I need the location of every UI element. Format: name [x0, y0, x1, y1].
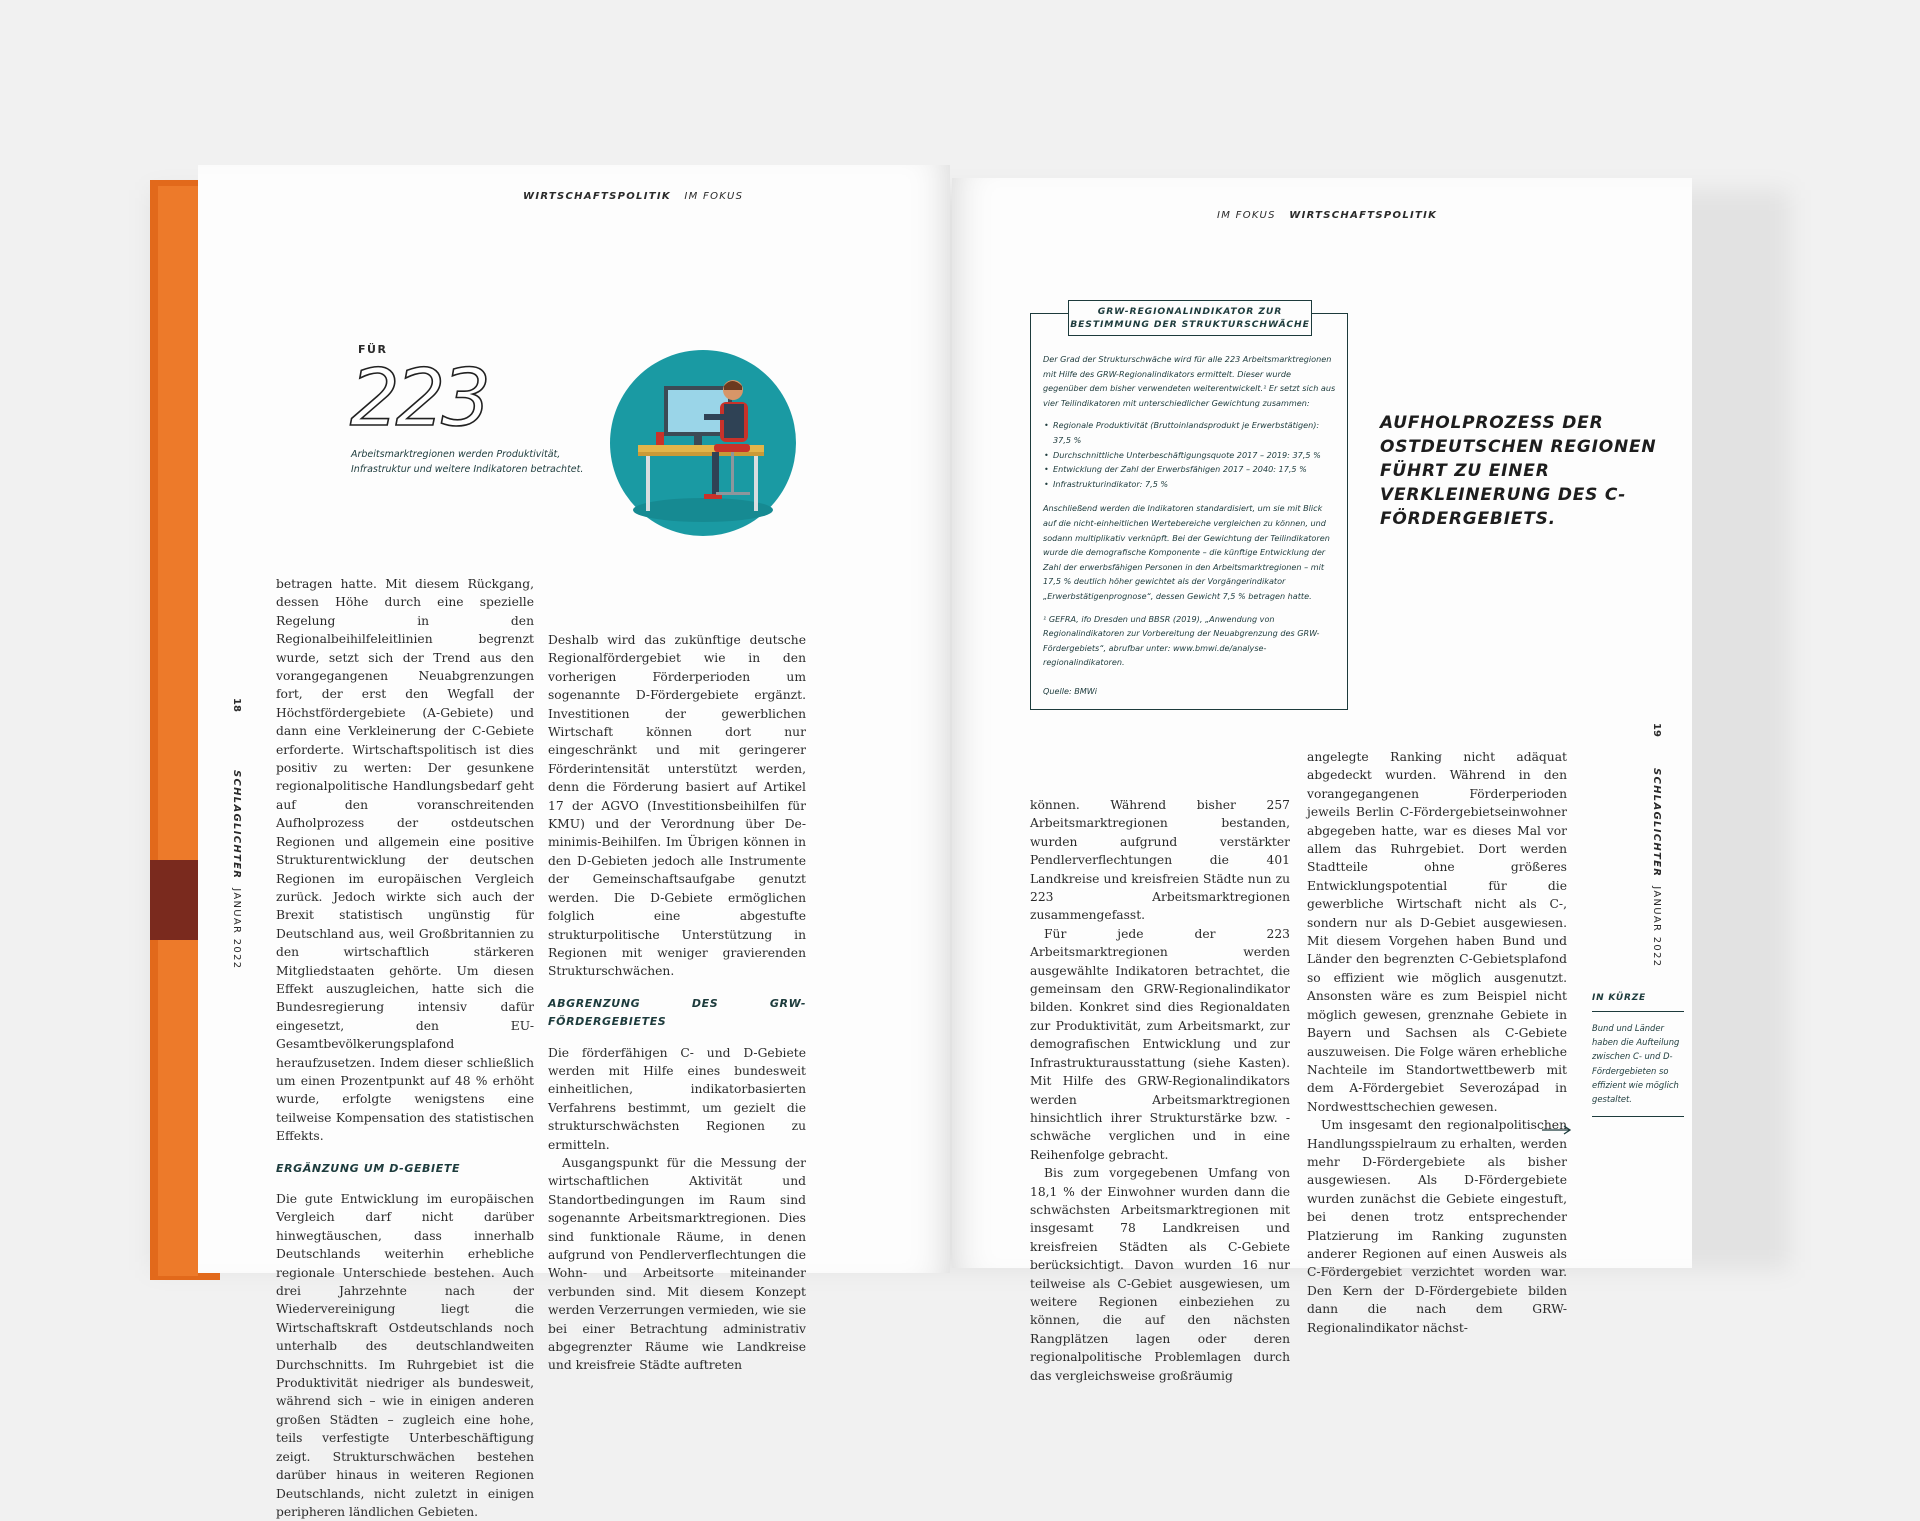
- section-heading: ABGRENZUNG DES GRW-FÖRDERGEBIETES: [548, 996, 806, 1029]
- magazine-issue: JANUAR 2022: [231, 888, 242, 970]
- body-paragraph: können. Während bisher 257 Arbeitsmarktregionen bestanden, wurden aufgrund verstärkter Pendlerverflechtungen die 401 Landkreise und kreisfreien Städte nun zu 223 Arbeitsmarktregionen zusammengefasst.: [1030, 798, 1290, 923]
- desk-worker-illustration: [608, 348, 798, 538]
- chair-post: [731, 452, 734, 492]
- indicator-item: • Infrastrukturindikator: 7,5 %: [1053, 477, 1337, 492]
- indicator-item: • Regionale Produktivität (Bruttoinlandsprodukt je Erwerbstätigen): 37,5 %: [1053, 418, 1337, 447]
- stat-caption-line-1: Arbeitsmarktregionen werden Produktivität,: [351, 449, 561, 460]
- chair-base: [716, 492, 750, 495]
- body-paragraph: Ausgangspunkt für die Messung der wirtschaftlichen Aktivität und Standortbedingungen im Raum sind sogenannte Arbeitsmarktregionen. Dies sind funktionale Räume, in denen aufgrund von Pendlerverflechtungen die Wohn- und Arbeitsorte miteinander verbunden sind. Mit diesem Konzept werden Verzerrungen vermieden, wie sie bei einer Betrachtung administrativ abgegrenzter Räume wie Landkreise und kreisfreie Städte auftreten: [548, 1155, 806, 1373]
- page-number: 18: [231, 698, 242, 712]
- desk-leg-right: [754, 456, 758, 511]
- person-leg: [712, 452, 719, 496]
- info-box-source: Quelle: BMWi: [1043, 685, 1098, 696]
- magazine-issue: JANUAR 2022: [1651, 886, 1662, 968]
- pull-quote: AUFHOLPROZESS DER OSTDEUTSCHEN REGIONEN FÜHRT ZU EINER VERKLEINERUNG DES C-FÖRDERGEBIETS.: [1380, 413, 1657, 529]
- body-paragraph: Deshalb wird das zukünftige deutsche Regionalfördergebiet wie in den vorherigen Förderperioden um sogenannte D-Fördergebiete ergänzt. Investitionen der gewerblichen Wirtschaft können dort nur eingeschränkt und mit geringerer Förderintensität unterstützt werden, denn die Förderung basiert auf Artikel 17 der AGVO (Investitionsbeihilfen für KMU) und der Verordnung über De-minimis-Beihilfen. Im Übrigen können in den D-Gebieten jedoch alle Instrumente der Gemeinschaftsaufgabe genutzt werden. Die D-Gebiete ermöglichen folglich eine abgestufte strukturpolitische Unterstützung in Regionen mit weniger gravierenden Strukturschwächen.: [548, 633, 806, 979]
- info-box: [1030, 306, 1348, 710]
- right-page-column-1: [1030, 796, 1290, 1385]
- info-box-title: [1068, 300, 1312, 336]
- body-paragraph: Die gute Entwicklung im europäischen Vergleich darf nicht darüber hinwegtäuschen, dass innerhalb Deutschlands weiterhin erhebliche regionale Unterschiede bestehen. Auch drei Jahrzehnte nach der Wiedervereinigung liegt die Wirtschaftskraft Ostdeutschlands noch unterhalb des deutschlandweiten Durchschnitts. Im Ruhrgebiet ist die Produktivität niedriger als bundesweit, während sich – wie in einigen anderen großen Städten – zugleich eine hohe, teils verfestigte Unterbeschäftigung zeigt. Strukturschwächen bestehen darüber hinaus in weiteren Regionen Deutschlands, nicht zuletzt in einigen peripheren ländlichen Gebieten.: [276, 1192, 534, 1519]
- magazine-cover-edge-inner: [158, 186, 198, 1276]
- left-page-column-2: [548, 631, 806, 1375]
- body-paragraph: Um insgesamt den regionalpolitischen Handlungsspielraum zu erhalten, werden mehr D-Fördergebiete als bisher ausgewiesen. Als D-Fördergebiete wurden zunächst die Gebiete eingestuft, bei denen trotz entsprechender Platzierung im Ranking zugunsten anderer Regionen auf einen Ausweis als C-Fördergebiet verzichtet worden war. Den Kern der D-Fördergebiete bilden dann die nach dem GRW-Regionalindikator nächst-: [1307, 1118, 1567, 1335]
- body-paragraph: Bis zum vorgegebenen Umfang von 18,1 % der Einwohner wurden dann die schwächsten Arbeitsmarktregionen mit insgesamt 78 Landkreisen und kreisfreien Städten als C-Gebiete berücksichtigt. Davon wurden 16 nur teilweise als C-Gebiet ausgewiesen, um weitere Regionen einbeziehen zu können, die auf den nächsten Rangplätzen lagen oder deren regionalpolitische Problemlagen durch das vergleichsweise großräumig: [1030, 1166, 1290, 1383]
- magazine-name-vertical: [1651, 768, 1662, 967]
- info-box-title-line-1: GRW-REGIONALINDIKATOR ZUR: [1097, 306, 1283, 317]
- right-page: [952, 178, 1692, 1383]
- running-head-category: IM FOKUS: [684, 191, 744, 202]
- stat-number: 223: [350, 354, 487, 444]
- indicator-item: • Entwicklung der Zahl der Erwerbsfähigen 2017 – 2040: 17,5 %: [1053, 462, 1337, 477]
- continue-arrow-icon: [1542, 1125, 1572, 1135]
- running-head: [523, 191, 743, 202]
- desk-edge: [638, 452, 764, 456]
- running-head: [1217, 210, 1437, 221]
- section-heading: ERGÄNZUNG UM D-GEBIETE: [276, 1161, 461, 1175]
- body-paragraph: Die förderfähigen C- und D-Gebiete werden mit Hilfe eines bundesweit einheitlichen, indikatorbasierten Verfahrens bestimmt, um gezielt die strukturschwächsten Regionen zu ermitteln.: [548, 1045, 806, 1152]
- illustration-floor-shadow: [633, 498, 773, 522]
- running-head-section: WIRTSCHAFTSPOLITIK: [1289, 210, 1438, 221]
- in-brief-heading: IN KÜRZE: [1592, 993, 1684, 1012]
- stat-caption-line-2: Infrastruktur und weitere Indikatoren betrachtet.: [351, 464, 584, 475]
- right-page-column-2: [1307, 748, 1567, 1337]
- info-box-intro: Der Grad der Strukturschwäche wird für alle 223 Arbeitsmarktregionen mit Hilfe des GRW-Regionalindikators ermittelt. Dieser wurde gegenüber dem bisher verwendeten weiterentwickelt.¹ Er setzt sich aus vier Teilindikatoren mit unterschiedlicher Gewichtung zusammen:: [1043, 354, 1336, 408]
- cup: [656, 432, 664, 445]
- indicator-list: [1043, 418, 1337, 491]
- body-paragraph: betragen hatte. Mit diesem Rückgang, dessen Höhe durch eine spezielle Regelung in den Regionalbeihilfeleitlinien begrenzt wurde, setzt sich der Trend aus den vorangegangenen Neuabgrenzungen fort, der erst den Wegfall der Höchstfördergebiete (A-Gebiete) und dann eine Verkleinerung der C-Gebiete erforderte. Wirtschaftspolitisch ist dies positiv zu werten: Der gesunkene regionalpolitische Handlungsbedarf geht auf den voranschreitenden Aufholprozess der ostdeutschen Regionen und allgemein eine positive Strukturentwicklung der deutschen Regionen im europäischen Vergleich zurück. Jedoch wirkte sich auch der Brexit statistisch ungünstig für Deutschland aus, weil Großbritannien zu den wirtschaftlich stärkeren Mitgliedstaaten gehörte. Um diesen Effekt auszugleichen, hatte sich die Bundesregierung intensiv dafür eingesetzt, den EU-Gesamtbevölkerungsplafond heraufzusetzen. Indem dieser schließlich um einen Prozentpunkt auf 48 % erhöht wurde, erfolgte wenigstens eine teilweise Kompensation des statistischen Effekts.: [276, 577, 534, 1144]
- left-page: [198, 165, 950, 1519]
- person-torso: [724, 404, 744, 438]
- body-paragraph: Für jede der 223 Arbeitsmarktregionen werden ausgewählte Indikatoren betrachtet, die gemeinsam den GRW-Regionalindikator bilden. Konkret sind dies Regionaldaten zur Produktivität, zum Arbeitsmarkt, zur demografischen Entwicklung und zur Infrastrukturausstattung (siehe Kasten). Mit Hilfe des GRW-Regionalindikators werden Arbeitsmarktregionen hinsichtlich ihrer Strukturstärke bzw. -schwäche verglichen und in eine Reihenfolge gebracht.: [1030, 926, 1290, 1162]
- info-box-body: [1043, 352, 1337, 706]
- running-head-category: IM FOKUS: [1217, 210, 1276, 221]
- in-brief-text: Bund und Länder haben die Aufteilung zwischen C- und D-Fördergebieten so effizient wie möglich gestaltet.: [1592, 1021, 1684, 1117]
- indicator-item: • Durchschnittliche Unterbeschäftigungsquote 2017 – 2019: 37,5 %: [1053, 448, 1337, 463]
- stat-label: FÜR: [358, 343, 388, 356]
- chair-seat: [714, 444, 750, 452]
- person-arm: [704, 414, 726, 420]
- info-box-title-line-2: BESTIMMUNG DER STRUKTURSCHWÄCHE: [1070, 319, 1310, 330]
- monitor-stand: [694, 436, 702, 446]
- body-paragraph: angelegte Ranking nicht adäquat abgedeckt wurden. Während in den vorangegangenen Förderperioden jeweils Berlin C-Fördergebietseinwohner abgegeben hatte, war es dieses Mal vor allem das Ruhrgebiet. Dort werden Stadtteile ohne größeres Entwicklungspotential für die gewerbliche Wirtschaft nicht als C-, sondern nur als D-Gebiet ausgewiesen. Mit diesem Vorgehen haben Bund und Länder den begrenzten C-Gebietsplafond so effizient wie möglich ausgenutzt. Ansonsten wäre es zum Beispiel nicht möglich gewesen, grenznahe Gebiete in Bayern und Sachsen als C-Gebiete auszuweisen. Die Folge wären erhebliche Nachteile im Standortwettbewerb mit dem A-Fördergebiet Severozápad in Nordwesttschechien gewesen.: [1307, 750, 1567, 1114]
- left-page-column-1: [276, 575, 534, 1521]
- info-box-paragraph: Anschließend werden die Indikatoren standardisiert, um sie mit Blick auf die nicht-einheitlichen Wertebereiche vergleichen zu können, und sodann multiplikativ verknüpft. Bei der Gewichtung der Teilindikatoren wurde die demografische Komponente – die künftige Entwicklung der Zahl der erwerbsfähigen Personen in den Arbeitsmarktregionen – mit 17,5 % deutlich höher gewichtet als der Vorgängerindikator „Erwerbstätigenprognose“, dessen Gewicht 7,5 % betragen hatte.: [1043, 503, 1330, 601]
- magazine-title: SCHLAGLICHTER: [1651, 768, 1662, 878]
- page-number: 19: [1651, 723, 1662, 737]
- magazine-title: SCHLAGLICHTER: [231, 770, 242, 880]
- monitor-screen: [668, 390, 728, 432]
- desk-leg-left: [646, 456, 650, 511]
- running-head-section: WIRTSCHAFTSPOLITIK: [523, 191, 671, 202]
- stat-caption: [351, 447, 611, 477]
- magazine-name-vertical: [231, 770, 242, 969]
- info-box-footnote: ¹ GEFRA, ifo Dresden und BBSR (2019), „Anwendung von Regionalindikatoren zur Vorbereitung der Neuabgrenzung des GRW-Fördergebiets“, abrufbar unter: www.bmwi.de/analyse-regionalindikatoren.: [1043, 613, 1320, 668]
